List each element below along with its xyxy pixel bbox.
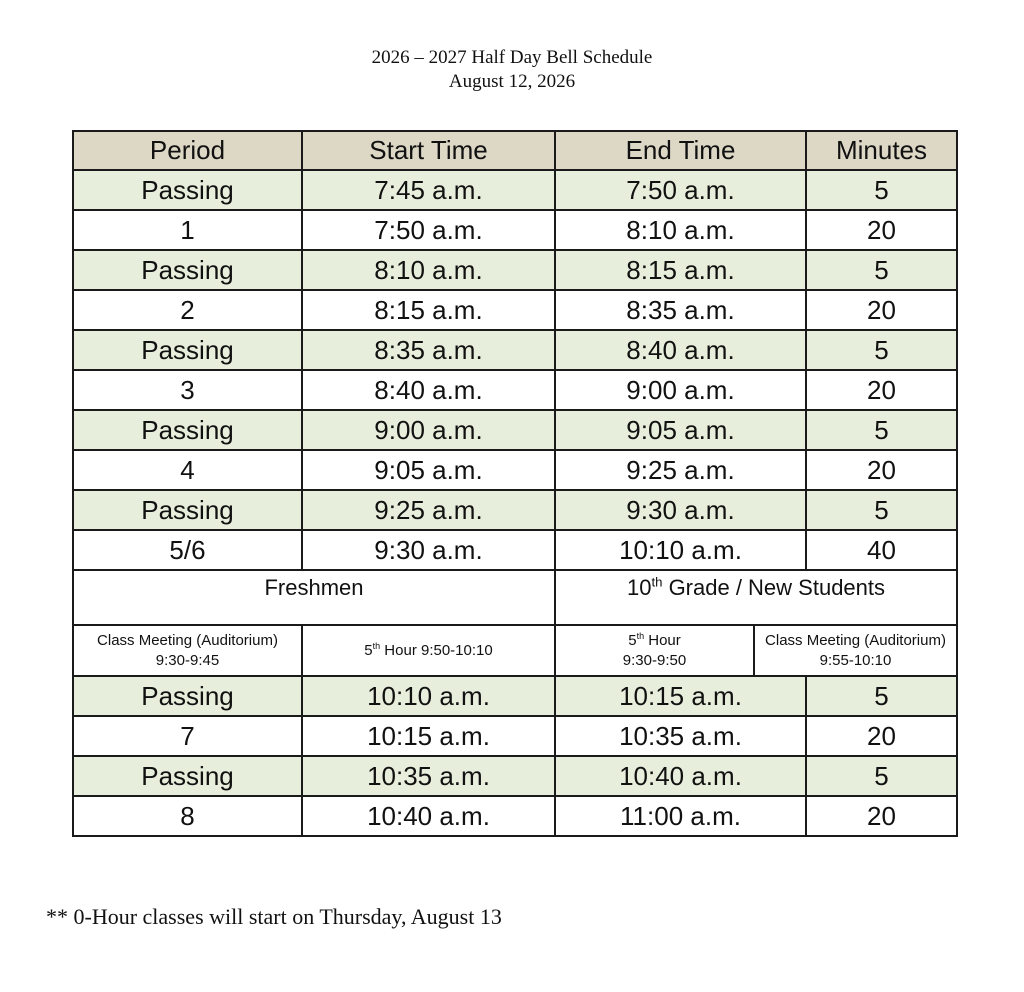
minutes-cell: 5 xyxy=(806,170,957,210)
split-group-row xyxy=(73,570,957,625)
minutes-cell: 5 xyxy=(806,330,957,370)
schedule-heading xyxy=(0,46,1024,94)
end-time-cell: 10:35 a.m. xyxy=(555,716,806,756)
end-time-cell: 8:15 a.m. xyxy=(555,250,806,290)
minutes-cell: 5 xyxy=(806,410,957,450)
minutes-cell: 20 xyxy=(806,210,957,250)
column-header-start-time: Start Time xyxy=(302,131,555,170)
column-header-end-time: End Time xyxy=(555,131,806,170)
freshmen-meeting-label: Class Meeting (Auditorium) xyxy=(97,631,278,649)
start-time-cell: 7:45 a.m. xyxy=(302,170,555,210)
end-time-cell: 9:30 a.m. xyxy=(555,490,806,530)
period-cell: 3 xyxy=(73,370,302,410)
period-cell: 8 xyxy=(73,796,302,836)
table-row xyxy=(73,716,957,756)
table-row xyxy=(73,370,957,410)
end-time-cell: 10:40 a.m. xyxy=(555,756,806,796)
minutes-cell: 40 xyxy=(806,530,957,570)
period-cell: Passing xyxy=(73,410,302,450)
table-row xyxy=(73,170,957,210)
start-time-cell: 8:35 a.m. xyxy=(302,330,555,370)
schedule-title: 2026 – 2027 Half Day Bell Schedule xyxy=(371,47,653,68)
table-row xyxy=(73,410,957,450)
period-cell: 5/6 xyxy=(73,530,302,570)
end-time-cell: 9:00 a.m. xyxy=(555,370,806,410)
period-cell: Passing xyxy=(73,170,302,210)
table-row xyxy=(73,530,957,570)
tenth-fifth-number: 5 xyxy=(628,631,637,649)
tenth-label-text: Grade / New Students xyxy=(662,575,886,600)
tenth-label-suffix: th xyxy=(651,574,663,590)
table-row xyxy=(73,330,957,370)
end-time-cell: 10:15 a.m. xyxy=(555,676,806,716)
period-cell: Passing xyxy=(73,676,302,716)
table-row xyxy=(73,450,957,490)
end-time-cell: 10:10 a.m. xyxy=(555,530,806,570)
end-time-cell: 11:00 a.m. xyxy=(555,796,806,836)
table-row xyxy=(73,676,957,716)
tenth-fifth-text: Hour xyxy=(644,631,681,649)
start-time-cell: 9:05 a.m. xyxy=(302,450,555,490)
tenth-meeting-time: 9:55-10:10 xyxy=(819,651,892,669)
minutes-cell: 5 xyxy=(806,756,957,796)
end-time-cell: 8:35 a.m. xyxy=(555,290,806,330)
minutes-cell: 20 xyxy=(806,450,957,490)
tenth-fifth-time: 9:30-9:50 xyxy=(622,651,687,669)
tenth-fifth-suffix: th xyxy=(636,630,645,641)
period-cell: 1 xyxy=(73,210,302,250)
split-detail-row xyxy=(73,625,957,676)
minutes-cell: 20 xyxy=(806,716,957,756)
table-row xyxy=(73,756,957,796)
start-time-cell: 8:15 a.m. xyxy=(302,290,555,330)
period-cell: 4 xyxy=(73,450,302,490)
freshmen-meeting-time: 9:30-9:45 xyxy=(155,651,220,669)
tenth-grade-group-label xyxy=(555,570,957,625)
start-time-cell: 9:25 a.m. xyxy=(302,490,555,530)
tenth-fifth-hour-cell xyxy=(556,626,754,675)
table-row xyxy=(73,290,957,330)
start-time-cell: 10:35 a.m. xyxy=(302,756,555,796)
minutes-cell: 5 xyxy=(806,250,957,290)
schedule-date: August 12, 2026 xyxy=(448,71,576,92)
bell-schedule-table xyxy=(72,130,958,837)
start-time-cell: 8:40 a.m. xyxy=(302,370,555,410)
tenth-grade-detail-cell xyxy=(555,625,957,676)
start-time-cell: 9:00 a.m. xyxy=(302,410,555,450)
tenth-meeting-label: Class Meeting (Auditorium) xyxy=(765,631,946,649)
freshmen-class-meeting-cell xyxy=(73,625,302,676)
period-cell: Passing xyxy=(73,490,302,530)
start-time-cell: 8:10 a.m. xyxy=(302,250,555,290)
start-time-cell: 10:10 a.m. xyxy=(302,676,555,716)
minutes-cell: 20 xyxy=(806,370,957,410)
tenth-fifth-hour-label xyxy=(556,631,753,651)
freshmen-group-label: Freshmen xyxy=(73,570,555,625)
end-time-cell: 9:25 a.m. xyxy=(555,450,806,490)
table-row xyxy=(73,490,957,530)
tenth-grade-detail-table xyxy=(556,626,956,675)
table-row xyxy=(73,796,957,836)
start-time-cell: 7:50 a.m. xyxy=(302,210,555,250)
minutes-cell: 5 xyxy=(806,676,957,716)
table-header-row xyxy=(73,131,957,170)
minutes-cell: 20 xyxy=(806,290,957,330)
start-time-cell: 9:30 a.m. xyxy=(302,530,555,570)
freshmen-fifth-hour-cell xyxy=(302,625,555,676)
freshmen-fifth-suffix: th xyxy=(372,640,381,651)
period-cell: 7 xyxy=(73,716,302,756)
column-header-period: Period xyxy=(73,131,302,170)
footnote: ** 0-Hour classes will start on Thursday, August 13 xyxy=(46,904,502,929)
start-time-cell: 10:15 a.m. xyxy=(302,716,555,756)
minutes-cell: 20 xyxy=(806,796,957,836)
column-header-minutes: Minutes xyxy=(806,131,957,170)
end-time-cell: 8:10 a.m. xyxy=(555,210,806,250)
end-time-cell: 9:05 a.m. xyxy=(555,410,806,450)
period-cell: Passing xyxy=(73,330,302,370)
freshmen-fifth-text: Hour 9:50-10:10 xyxy=(380,641,493,659)
table-row xyxy=(73,210,957,250)
freshmen-fifth-number: 5 xyxy=(364,641,373,659)
period-cell: Passing xyxy=(73,250,302,290)
minutes-cell: 5 xyxy=(806,490,957,530)
period-cell: 2 xyxy=(73,290,302,330)
table-row xyxy=(73,250,957,290)
tenth-class-meeting-cell xyxy=(754,626,956,675)
end-time-cell: 8:40 a.m. xyxy=(555,330,806,370)
period-cell: Passing xyxy=(73,756,302,796)
end-time-cell: 7:50 a.m. xyxy=(555,170,806,210)
start-time-cell: 10:40 a.m. xyxy=(302,796,555,836)
tenth-label-number: 10 xyxy=(626,575,652,600)
